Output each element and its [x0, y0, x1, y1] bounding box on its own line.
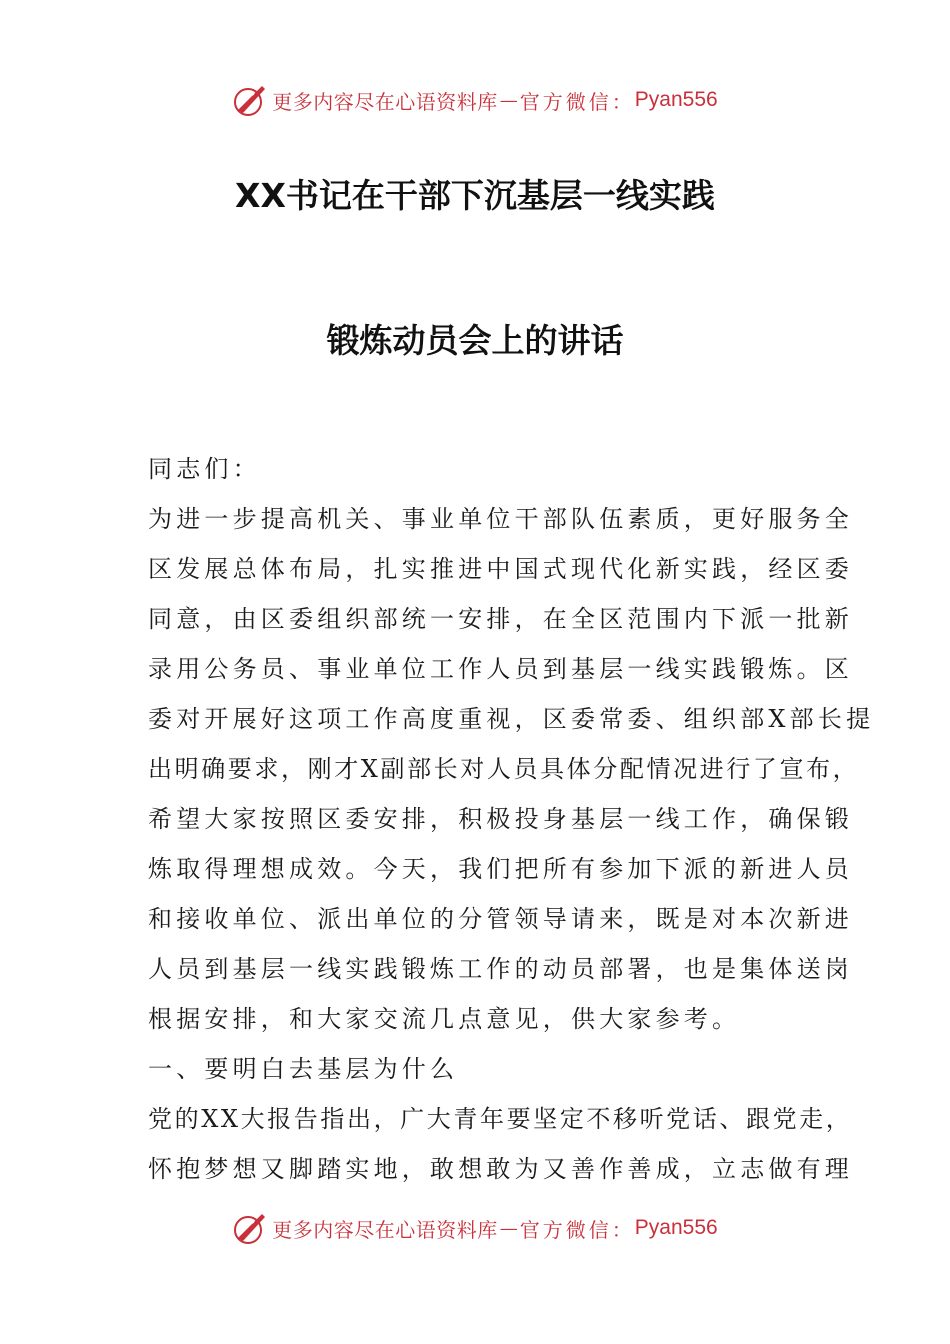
body-line: 党的XX大报告指出，广大青年要坚定不移听党话、跟党走，	[148, 1105, 853, 1133]
watermark-sub-text: 官方微信：	[519, 89, 635, 114]
body-line: 同意，由区委组织部统一安排，在全区范围内下派一批新	[148, 605, 853, 633]
salutation: 同志们：	[148, 455, 261, 483]
body-line: 人员到基层一线实践锻炼工作的动员部署，也是集体送岗	[148, 955, 853, 983]
body-line: 希望大家按照区委安排，积极投身基层一线工作，确保锻	[148, 805, 853, 833]
section-heading: 一、要明白去基层为什么	[148, 1055, 459, 1083]
body-line: 为进一步提高机关、事业单位干部队伍素质，更好服务全	[148, 505, 853, 533]
watermark-main-text: 更多内容尽在心语资料库	[272, 1217, 498, 1242]
body-line: 炼取得理想成效。今天，我们把所有参加下派的新进人员	[148, 855, 853, 883]
watermark-handle: Pyan556	[634, 88, 718, 111]
quill-logo-icon	[232, 1210, 268, 1246]
document-title-line-1: XX书记在干部下沉基层一线实践	[235, 176, 715, 215]
body-line: 出明确要求，刚才X副部长对人员具体分配情况进行了宣布，	[148, 755, 860, 783]
body-line: 录用公务员、事业单位工作人员到基层一线实践锻炼。区	[148, 655, 853, 683]
watermark-banner-top	[0, 80, 950, 120]
watermark-dash: —	[499, 89, 518, 111]
body-line: 和接收单位、派出单位的分管领导请来，既是对本次新进	[148, 905, 853, 933]
body-line: 委对开展好这项工作高度重视，区委常委、组织部X部长提	[148, 705, 875, 733]
watermark-banner-bottom	[0, 1208, 950, 1248]
body-line: 根据安排，和大家交流几点意见，供大家参考。	[148, 1005, 741, 1033]
quill-logo-icon	[232, 82, 268, 118]
watermark-handle: Pyan556	[634, 1216, 718, 1239]
watermark-main-text: 更多内容尽在心语资料库	[272, 89, 498, 114]
body-line: 区发展总体布局，扎实推进中国式现代化新实践，经区委	[148, 555, 853, 583]
watermark-sub-text: 官方微信：	[519, 1217, 635, 1242]
document-title-line-2: 锻炼动员会上的讲话	[326, 321, 624, 360]
watermark-dash: —	[499, 1217, 518, 1239]
document-body	[148, 452, 875, 1202]
body-line: 怀抱梦想又脚踏实地，敢想敢为又善作善成，立志做有理	[148, 1155, 853, 1183]
